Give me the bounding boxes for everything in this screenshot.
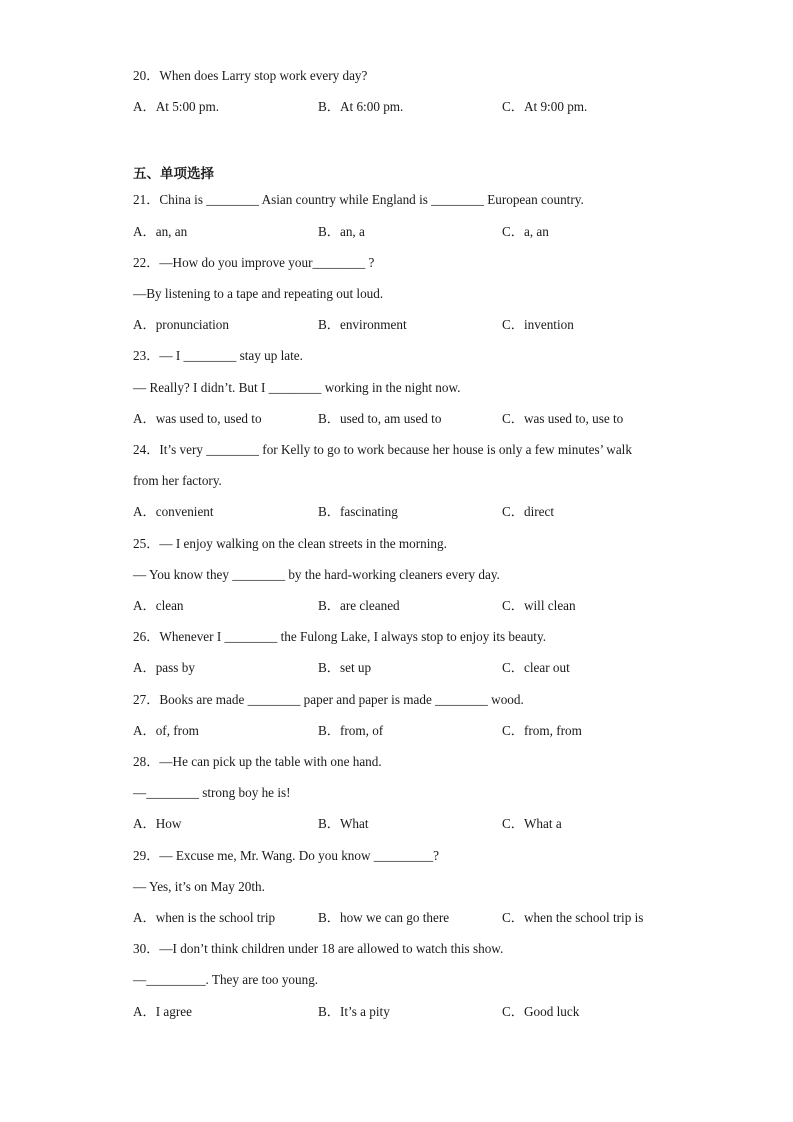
question-20-option-a[interactable]: A．At 5:00 pm. (133, 99, 220, 114)
question-24-line2: from her factory. (133, 473, 222, 488)
question-25-stem: 25．— I enjoy walking on the clean streets in the morning. (133, 536, 447, 551)
question-25-option-a[interactable]: A．clean (133, 598, 184, 613)
question-21-option-a[interactable]: A．an, an (133, 224, 188, 239)
question-28-line2: —________ strong boy he is! (133, 785, 291, 800)
question-28-option-a[interactable]: A．How (133, 816, 182, 831)
question-27-option-a[interactable]: A．of, from (133, 723, 199, 738)
question-26-option-b[interactable]: B．set up (318, 660, 372, 675)
question-21-option-c[interactable]: C．a, an (502, 224, 549, 239)
question-24-option-a[interactable]: A．convenient (133, 504, 214, 519)
question-29-option-c[interactable]: C．when the school trip is (502, 910, 644, 925)
question-28-option-c[interactable]: C．What a (502, 816, 562, 831)
question-22-stem: 22．—How do you improve your________ ? (133, 255, 375, 270)
question-22-option-a[interactable]: A．pronunciation (133, 317, 229, 332)
question-24-option-c[interactable]: C．direct (502, 504, 555, 519)
question-22-option-b[interactable]: B．environment (318, 317, 407, 332)
question-21-stem: 21．China is ________ Asian country while England is ________ European country. (133, 192, 584, 207)
question-20-stem: 20．When does Larry stop work every day? (133, 68, 368, 83)
question-20-option-b[interactable]: B．At 6:00 pm. (318, 99, 404, 114)
section-title: 五、单项选择 (133, 166, 214, 182)
question-22-line2: —By listening to a tape and repeating out loud. (133, 286, 384, 301)
question-30-stem: 30．—I don’t think children under 18 are allowed to watch this show. (133, 941, 504, 956)
question-26-option-a[interactable]: A．pass by (133, 660, 195, 675)
question-26-option-c[interactable]: C．clear out (502, 660, 570, 675)
question-30-option-a[interactable]: A．I agree (133, 1004, 192, 1019)
question-27-stem: 27．Books are made ________ paper and paper is made ________ wood. (133, 692, 524, 707)
question-23-stem: 23．— I ________ stay up late. (133, 348, 303, 363)
question-28-option-b[interactable]: B．What (318, 816, 369, 831)
question-25-option-b[interactable]: B．are cleaned (318, 598, 400, 613)
question-29-option-b[interactable]: B．how we can go there (318, 910, 450, 925)
question-27-option-c[interactable]: C．from, from (502, 723, 582, 738)
question-30-line2: —_________. They are too young. (133, 972, 319, 987)
question-30-option-c[interactable]: C．Good luck (502, 1004, 580, 1019)
question-20-option-c[interactable]: C．At 9:00 pm. (502, 99, 588, 114)
question-29-stem: 29．— Excuse me, Mr. Wang. Do you know _________? (133, 848, 440, 863)
question-24-stem: 24．It’s very ________ for Kelly to go to work because her house is only a few minutes’ walk (133, 442, 632, 457)
question-23-line2: — Really? I didn’t. But I ________ working in the night now. (133, 380, 461, 395)
question-23-option-b[interactable]: B．used to, am used to (318, 411, 442, 426)
question-30-option-b[interactable]: B．It’s a pity (318, 1004, 390, 1019)
question-27-option-b[interactable]: B．from, of (318, 723, 384, 738)
question-21-option-b[interactable]: B．an, a (318, 224, 365, 239)
question-29-option-a[interactable]: A．when is the school trip (133, 910, 276, 925)
question-23-option-a[interactable]: A．was used to, used to (133, 411, 262, 426)
question-28-stem: 28．—He can pick up the table with one hand. (133, 754, 382, 769)
question-25-option-c[interactable]: C．will clean (502, 598, 576, 613)
question-23-option-c[interactable]: C．was used to, use to (502, 411, 624, 426)
question-24-option-b[interactable]: B．fascinating (318, 504, 398, 519)
question-25-line2: — You know they ________ by the hard-working cleaners every day. (133, 567, 500, 582)
question-29-line2: — Yes, it’s on May 20th. (133, 879, 265, 894)
question-26-stem: 26．Whenever I ________ the Fulong Lake, I always stop to enjoy its beauty. (133, 629, 546, 644)
question-22-option-c[interactable]: C．invention (502, 317, 574, 332)
